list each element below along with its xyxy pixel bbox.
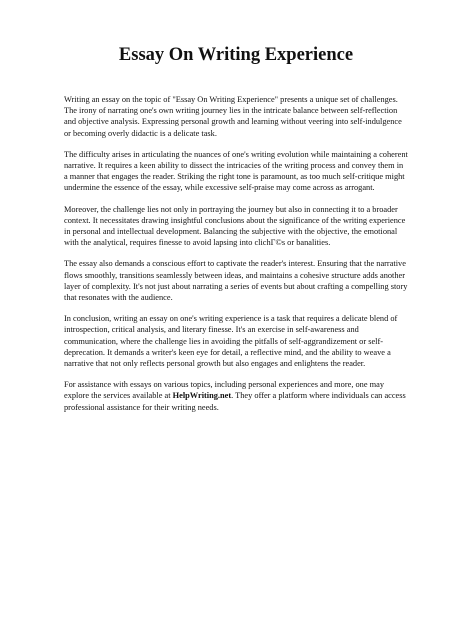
- paragraph-intro: Writing an essay on the topic of "Essay On Writing Experience" presents a unique set of challenges. The irony of narrating one's own writing journey lies in the intricate balance between self-reflection and objective analysis. Expressing personal growth and learning without veering into self-indulgence or becoming overly didactic is a delicate task.: [64, 95, 402, 138]
- paragraph-conclusion: In conclusion, writing an essay on one's writing experience is a task that requires a delicate blend of introspection, critical analysis, and literary finesse. It's an exercise in self-awareness and communication, where the challenge lies in avoiding the pitfalls of self-aggrandizement or self-deprecation. It demands a writer's keen eye for detail, a reflective mind, and the ability to weave a narrative that not only reflects personal growth but also engages and enlightens the reader.: [64, 314, 398, 369]
- paragraph-assistance: [64, 379, 408, 413]
- paragraph-engagement: The essay also demands a conscious effort to captivate the reader's interest. Ensuring that the narrative flows smoothly, transitions seamlessly between ideas, and maintains a cohesive structure adds another layer of complexity. It's not just about narrating a series of events but about crafting a compelling story that resonates with the audience.: [64, 259, 408, 303]
- paragraph-context: Moreover, the challenge lies not only in portraying the journey but also in connecting it to a broader context. It necessitates drawing insightful conclusions about the significance of the writing experience in personal and intellectual development. Balancing the subjective with the objective, the emotional with the analytical, requires finesse to avoid lapsing into clichГ©s or banalities.: [64, 204, 406, 248]
- helpwriting-link[interactable]: HelpWriting.net: [172, 391, 232, 401]
- document-title: Essay On Writing Experience: [118, 45, 354, 65]
- paragraph-difficulty: The difficulty arises in articulating the nuances of one's writing evolution while maintaining a coherent narrative. It requires a keen ability to dissect the intricacies of the writing process and convey them in a manner that engages the reader. Striking the right tone is paramount, as too much self-critique might undermine the essence of the essay, while excessive self-praise may come across as arrogant.: [64, 149, 408, 193]
- assistance-text-after: . They offer a platform where individuals can access professional assistance for their writing needs.: [64, 391, 406, 412]
- assistance-text-before: For assistance with essays on various topics, including personal experiences and more, one may explore the services available at: [64, 380, 384, 401]
